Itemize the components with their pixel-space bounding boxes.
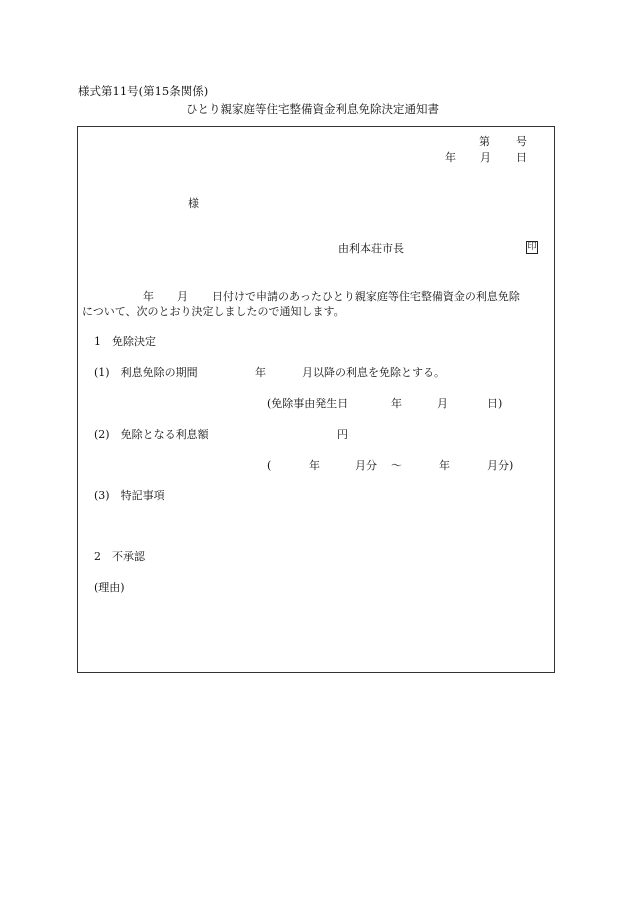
- intro-year: 年: [143, 290, 154, 303]
- item-1-text: 月以降の利息を免除とする。: [302, 366, 445, 379]
- period-to-month: 月分): [487, 459, 514, 472]
- reason-date-day: 日): [487, 397, 503, 410]
- form-number: 様式第11号(第15条関係): [78, 84, 209, 98]
- item-2-label: (2) 免除となる利息額: [94, 428, 209, 441]
- period-from-year: 年: [309, 459, 320, 472]
- intro-line-1: 日付けで申請のあったひとり親家庭等住宅整備資金の利息免除: [212, 290, 520, 303]
- document-title: ひとり親家庭等住宅整備資金利息免除決定通知書: [186, 102, 439, 116]
- period-tilde: ～: [391, 459, 402, 472]
- item-1-year: 年: [255, 366, 266, 379]
- intro-line-2: について、次のとおり決定しましたので通知します。: [82, 305, 345, 318]
- reason-date-year: 年: [391, 397, 402, 410]
- intro-month: 月: [177, 290, 188, 303]
- rejection-reason-label: (理由): [94, 581, 125, 594]
- item-2-currency: 円: [337, 428, 348, 441]
- date-day: 日: [516, 151, 527, 164]
- item-1-label: (1) 利息免除の期間: [94, 366, 198, 379]
- reason-date-prefix: (免除事由発生日: [267, 397, 349, 410]
- number-suffix: 号: [516, 135, 527, 148]
- issuer-name: 由利本荘市長: [338, 242, 404, 255]
- period-open-paren: (: [267, 459, 272, 472]
- period-to-year: 年: [439, 459, 450, 472]
- reason-date-month: 月: [437, 397, 448, 410]
- number-prefix: 第: [479, 135, 490, 148]
- section-1-heading: 1 免除決定: [94, 335, 156, 348]
- date-year: 年: [445, 151, 456, 164]
- section-2-heading: 2 不承認: [94, 550, 145, 563]
- item-3-label: (3) 特記事項: [94, 489, 165, 502]
- date-month: 月: [480, 151, 491, 164]
- seal-mark: 印: [527, 242, 537, 252]
- period-from-month: 月分: [355, 459, 377, 472]
- addressee-honorific: 様: [188, 197, 199, 210]
